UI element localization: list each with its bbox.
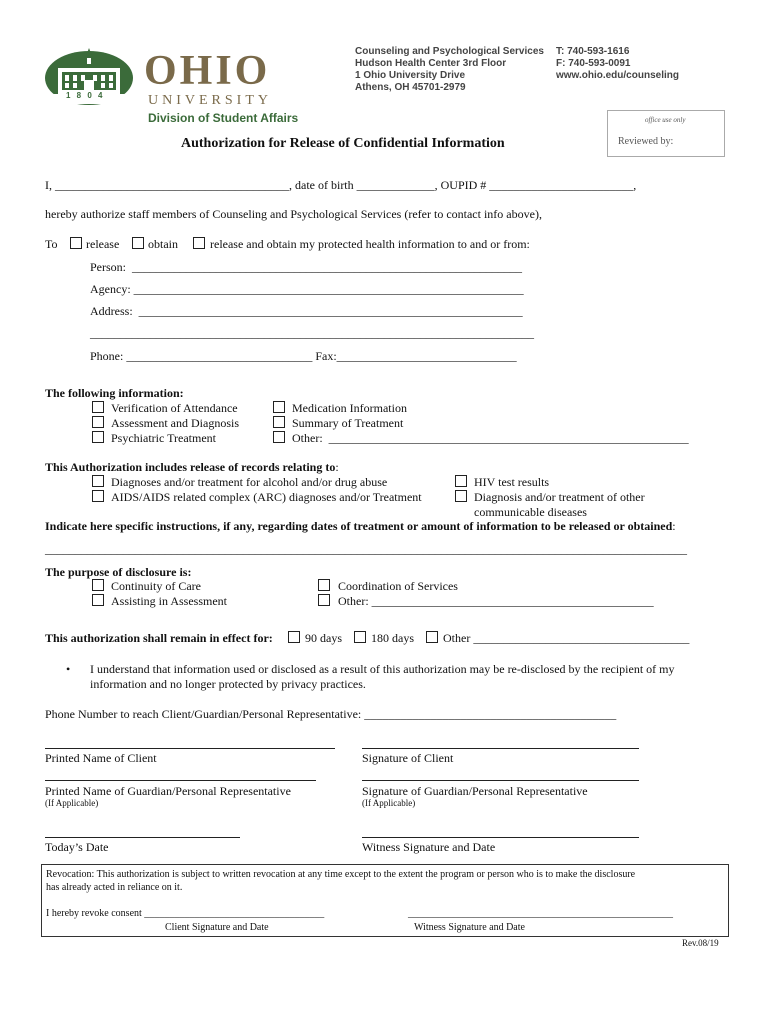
info-other-checkbox[interactable] bbox=[273, 431, 285, 443]
client-info-line[interactable]: I, _______________________________________, date of birth _____________, OUPID # ________________________, bbox=[45, 178, 637, 192]
ohio-university-logo bbox=[44, 44, 344, 128]
witness-label: Witness Signature and Date bbox=[362, 840, 496, 854]
coordination-services-checkbox[interactable] bbox=[318, 579, 330, 591]
info-option-label: Assessment and Diagnosis bbox=[111, 416, 239, 430]
info-option-label: Medication Information bbox=[292, 401, 407, 415]
effect-label: This authorization shall remain in effect for: bbox=[45, 631, 273, 645]
alcohol-drug-checkbox[interactable] bbox=[92, 475, 104, 487]
contact-block bbox=[556, 46, 679, 82]
signature-guardian-label: Signature of Guardian/Personal Representative bbox=[362, 784, 588, 798]
address-line: Athens, OH 45701-2979 bbox=[355, 82, 466, 93]
medication-information-checkbox[interactable] bbox=[273, 401, 285, 413]
address-line: Hudson Health Center 3rd Floor bbox=[355, 58, 507, 69]
release-checkbox[interactable] bbox=[70, 237, 82, 249]
witness-signature-date-label: Witness Signature and Date bbox=[414, 922, 525, 933]
info-other-field[interactable]: Other: ____________________________________________________________ bbox=[292, 431, 689, 445]
printed-guardian-label: Printed Name of Guardian/Personal Representative bbox=[45, 784, 291, 798]
address-line: Counseling and Psychological Services bbox=[355, 46, 544, 57]
assisting-assessment-checkbox[interactable] bbox=[92, 594, 104, 606]
records-heading bbox=[45, 460, 339, 475]
logo-year: 1 8 0 4 bbox=[66, 91, 105, 100]
obtain-checkbox[interactable] bbox=[132, 237, 144, 249]
instructions-text: Indicate here specific instructions, if any, regarding dates of treatment or amount of information to be released or obtained bbox=[45, 519, 673, 533]
info-option-label: Summary of Treatment bbox=[292, 416, 404, 430]
office-use-box bbox=[607, 110, 725, 157]
logo-ohio: OHIO bbox=[144, 48, 271, 94]
website-link[interactable]: www.ohio.edu/counseling bbox=[556, 70, 679, 81]
office-use-label: office use only bbox=[645, 116, 686, 124]
bullet-text-line1: I understand that information used or disclosed as a result of this authorization may be re-disclosed by the recipient of my bbox=[90, 662, 675, 676]
release-and-obtain-checkbox[interactable] bbox=[193, 237, 205, 249]
revocation-text-line1: Revocation: This authorization is subject to written revocation at any time except to the extent the program or person who is to make the disclosure bbox=[46, 869, 636, 880]
purpose-option-label: Continuity of Care bbox=[111, 579, 201, 593]
page-title: Authorization for Release of Confidential Information bbox=[181, 136, 505, 151]
agency-field[interactable]: Agency: _________________________________________________________________ bbox=[90, 282, 524, 296]
bullet-text-line2: information and no longer protected by privacy practices. bbox=[90, 677, 366, 691]
obtain-label: obtain bbox=[148, 237, 178, 251]
records-heading-colon: : bbox=[335, 460, 339, 474]
if-applicable-note: (If Applicable) bbox=[45, 798, 99, 808]
todays-date-line[interactable] bbox=[45, 837, 240, 838]
records-option-label: Diagnosis and/or treatment of other bbox=[474, 490, 645, 504]
following-info-heading: The following information: bbox=[45, 386, 184, 400]
address-line: 1 Ohio University Drive bbox=[355, 70, 466, 81]
revision-number: Rev.08/19 bbox=[682, 938, 719, 948]
if-applicable-note: (If Applicable) bbox=[362, 798, 416, 808]
bullet-icon: • bbox=[66, 662, 71, 676]
records-option-label-cont: communicable diseases bbox=[474, 505, 587, 519]
communicable-diseases-checkbox[interactable] bbox=[455, 490, 467, 502]
purpose-option-label: Coordination of Services bbox=[338, 579, 458, 593]
signature-client-label: Signature of Client bbox=[362, 751, 454, 765]
revoke-witness-field[interactable]: _____________________________________________________ bbox=[408, 908, 673, 919]
purpose-other-checkbox[interactable] bbox=[318, 594, 330, 606]
phone-fax-field[interactable]: Phone: _______________________________ Fax:______________________________ bbox=[90, 349, 517, 363]
client-signature-date-label: Client Signature and Date bbox=[165, 922, 269, 933]
info-option-label: Psychiatric Treatment bbox=[111, 431, 216, 445]
to-label: To bbox=[45, 237, 58, 251]
release-and-obtain-label: release and obtain my protected health information to and or from: bbox=[210, 237, 530, 251]
info-option-label: Verification of Attendance bbox=[111, 401, 238, 415]
phone: T: 740-593-1616 bbox=[556, 46, 630, 57]
records-heading-text: This Authorization includes release of records relating to bbox=[45, 460, 336, 474]
revoke-consent-field[interactable]: I hereby revoke consent ____________________________________ bbox=[46, 908, 325, 919]
one-eighty-days-label: 180 days bbox=[371, 631, 414, 645]
one-eighty-days-checkbox[interactable] bbox=[354, 631, 366, 643]
aids-arc-checkbox[interactable] bbox=[92, 490, 104, 502]
instructions-heading bbox=[45, 519, 676, 534]
records-option-label: Diagnoses and/or treatment for alcohol and/or drug abuse bbox=[111, 475, 388, 489]
printed-client-label: Printed Name of Client bbox=[45, 751, 157, 765]
fax: F: 740-593-0091 bbox=[556, 58, 631, 69]
purpose-option-label: Assisting in Assessment bbox=[111, 594, 228, 608]
effect-other-checkbox[interactable] bbox=[426, 631, 438, 643]
person-field[interactable]: Person: _________________________________________________________________ bbox=[90, 260, 522, 274]
signature-guardian-line[interactable] bbox=[362, 780, 639, 781]
purpose-other-field[interactable]: Other: _______________________________________________ bbox=[338, 594, 654, 608]
instructions-colon: : bbox=[672, 519, 676, 533]
assessment-diagnosis-checkbox[interactable] bbox=[92, 416, 104, 428]
revocation-box bbox=[41, 864, 729, 937]
address-field-line2[interactable]: __________________________________________________________________________ bbox=[90, 326, 534, 340]
authorize-line: hereby authorize staff members of Counseling and Psychological Services (refer to contact info above), bbox=[45, 207, 542, 221]
reviewed-by-label: Reviewed by: bbox=[618, 136, 674, 147]
division-title: Division of Student Affairs bbox=[148, 111, 299, 125]
effect-other-field[interactable]: Other ____________________________________ bbox=[443, 631, 690, 645]
continuity-care-checkbox[interactable] bbox=[92, 579, 104, 591]
summary-treatment-checkbox[interactable] bbox=[273, 416, 285, 428]
records-option-label: HIV test results bbox=[474, 475, 550, 489]
revocation-text-line2: has already acted in reliance on it. bbox=[46, 882, 183, 893]
release-label: release bbox=[86, 237, 120, 251]
address-field[interactable]: Address: ________________________________________________________________ bbox=[90, 304, 523, 318]
purpose-heading: The purpose of disclosure is: bbox=[45, 565, 192, 579]
address-block bbox=[355, 46, 544, 94]
instructions-field[interactable]: ___________________________________________________________________________________________________________ bbox=[45, 542, 687, 556]
witness-line[interactable] bbox=[362, 837, 639, 838]
hiv-test-checkbox[interactable] bbox=[455, 475, 467, 487]
ninety-days-checkbox[interactable] bbox=[288, 631, 300, 643]
records-option-label: AIDS/AIDS related complex (ARC) diagnoses and/or Treatment bbox=[111, 490, 422, 504]
verification-attendance-checkbox[interactable] bbox=[92, 401, 104, 413]
printed-guardian-line[interactable] bbox=[45, 780, 316, 781]
phone-rep-field[interactable]: Phone Number to reach Client/Guardian/Personal Representative: __________________________________________ bbox=[45, 707, 617, 721]
signature-client-line[interactable] bbox=[362, 748, 639, 749]
todays-date-label: Today’s Date bbox=[45, 840, 109, 854]
psychiatric-treatment-checkbox[interactable] bbox=[92, 431, 104, 443]
logo-university: UNIVERSITY bbox=[148, 93, 272, 108]
printed-client-line[interactable] bbox=[45, 748, 335, 749]
ninety-days-label: 90 days bbox=[305, 631, 342, 645]
